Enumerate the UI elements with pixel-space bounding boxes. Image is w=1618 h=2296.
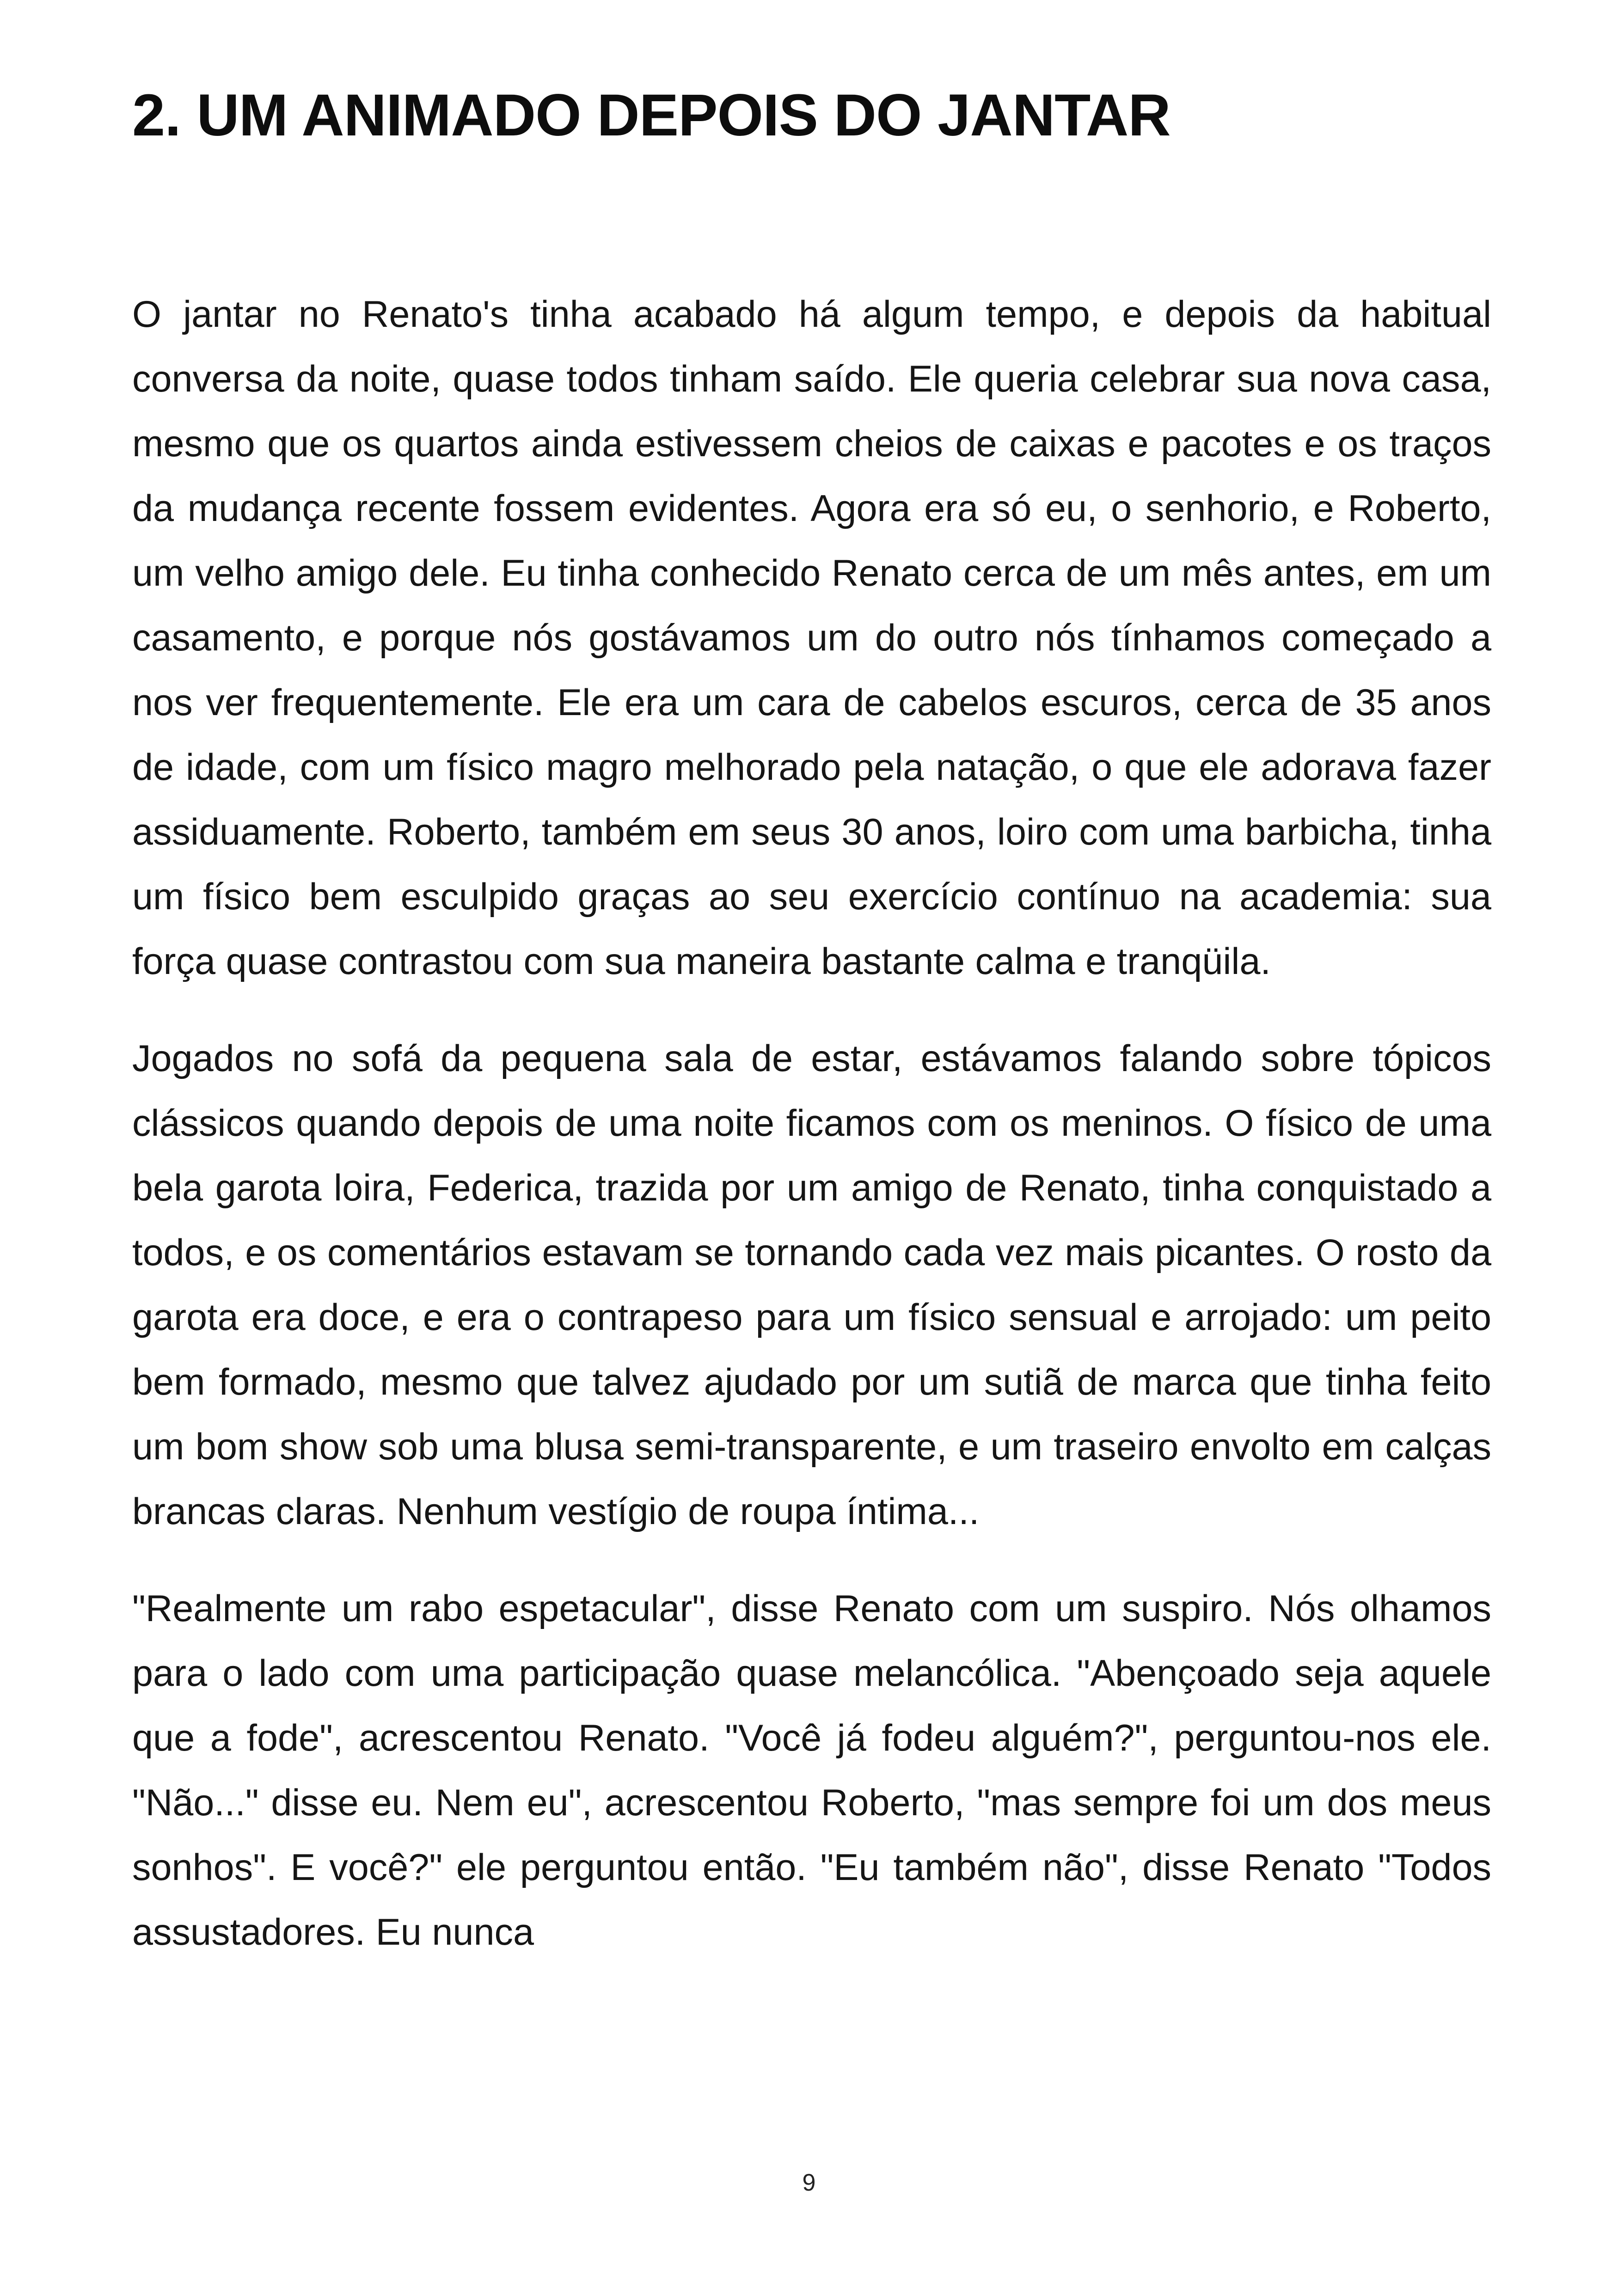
body-text [132, 282, 1491, 1997]
paragraph-2: Jogados no sofá da pequena sala de estar, estávamos falando sobre tópicos clássicos quando depois de uma noite ficamos com os meninos. O físico de uma bela garota loira, Federica, trazida por um amigo de Renato, tinha conquistado a todos, e os comentários estavam se tornando cada vez mais picantes. O rosto da garota era doce, e era o contrapeso para um físico sensual e arrojado: um peito bem formado, mesmo que talvez ajudado por um sutiã de marca que tinha feito um bom show sob uma blusa semi-transparente, e um traseiro envolto em calças brancas claras. Nenhum vestígio de roupa íntima... [132, 1038, 1491, 1532]
paragraph-1: O jantar no Renato's tinha acabado há algum tempo, e depois da habitual conversa da noite, quase todos tinham saído. Ele queria celebrar sua nova casa, mesmo que os quartos ainda estivessem cheios de caixas e pacotes e os traços da mudança recente fossem evidentes. Agora era só eu, o senhorio, e Roberto, um velho amigo dele. Eu tinha conhecido Renato cerca de um mês antes, em um casamento, e porque nós gostávamos um do outro nós tínhamos começado a nos ver frequentemente. Ele era um cara de cabelos escuros, cerca de 35 anos de idade, com um físico magro melhorado pela natação, o que ele adorava fazer assiduamente. Roberto, também em seus 30 anos, loiro com uma barbicha, tinha um físico bem esculpido graças ao seu exercício contínuo na academia: sua força quase contrastou com sua maneira bastante calma e tranqüila. [132, 294, 1491, 982]
chapter-title: 2. UM ANIMADO DEPOIS DO JANTAR [132, 82, 1171, 148]
paragraph-3: "Realmente um rabo espetacular", disse Renato com um suspiro. Nós olhamos para o lado com uma participação quase melancólica. "Abençoado seja aquele que a fode", acrescentou Renato. "Você já fodeu alguém?", perguntou-nos ele. "Não..." disse eu. Nem eu", acrescentou Roberto, "mas sempre foi um dos meus sonhos". E você?" ele perguntou então. "Eu também não", disse Renato "Todos assustadores. Eu nunca [132, 1588, 1491, 1953]
page-number: 9 [802, 2169, 816, 2196]
